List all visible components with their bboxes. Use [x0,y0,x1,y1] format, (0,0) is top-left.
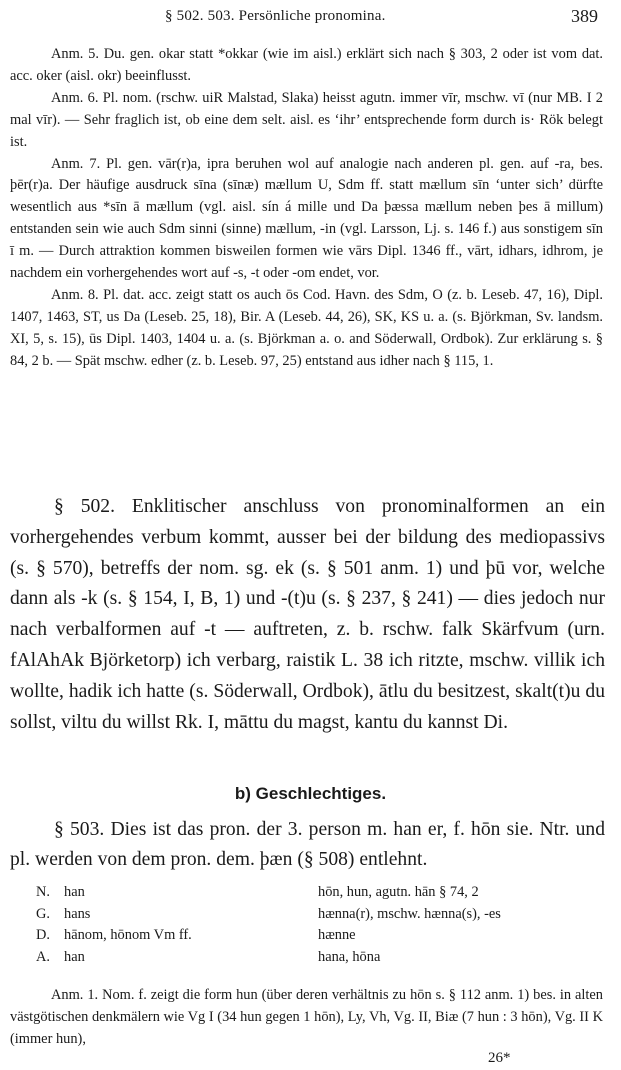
subheading: b) Geschlechtiges. [234,784,387,803]
paradigm-fem: hana, hōna [318,948,381,965]
page-number: 389 [571,6,598,26]
note-anm-5: Anm. 5. Du. gen. okar statt *okkar (wie im aisl.) erklärt sich nach § 303, 2 oder ist vom dat. acc. oker (aisl. okr) beeinflusst. [10,46,603,84]
paradigm-row [10,925,605,947]
page-header [0,6,621,28]
paradigm-fem: hænna(r), mschw. hænna(s), -es [318,905,501,922]
section-503-text: § 503. Dies ist das pron. der 3. person m. han er, f. hōn sie. Ntr. und pl. werden von dem pron. dem. þæn (§ 508) entlehnt. [10,819,605,870]
section-502 [10,492,605,738]
paradigm-masc: han [64,884,85,900]
paradigm-case: D. [36,927,50,944]
paradigm-case: N. [36,884,50,900]
notes-bottom [10,985,603,1051]
notes-top [10,44,603,373]
paradigm-masc: hānom, hōnom Vm ff. [64,927,192,944]
note-anm-7: Anm. 7. Pl. gen. vār(r)a, ipra beruhen wol auf analogie nach anderen pl. gen. auf -ra, bes. þēr(r)a. Der häufige ausdruck sīna (sīnæ) mællum U, Sdm ff. statt mællum sīn ‘unter sich’ dürfte wesentlich aus *sīn ā mællum (vgl. aisl. sín á mille und Da þæssa mællum neben þes ā millum) entstanden sein wie auch Sdm sinni (sinne) mællum, -in (vgl. Larsson, Lj. s. 146 f.) aus sonstigem sīn ī m. — Durch attraktion kommen bisweilen formen wie vārs Dipl. 1346 ff., vārt, idhars, idhrom, je nachdem ein vorhergehendes wort auf -s, -t oder -om endet, vor. [10,155,603,282]
note-anm-6: Anm. 6. Pl. nom. (rschw. uiR Malstad, Slaka) heisst agutn. immer vīr, mschw. vī (nur MB. I 2 mal vīr). — Sehr fraglich ist, ob eine dem selt. aisl. es ‘ihr’ entsprechende form durch is· Rök belegt ist. [10,89,603,150]
paradigm-case: G. [36,905,50,922]
paradigm-row [10,882,605,904]
running-title: § 502. 503. Persönliche pronomina. [165,8,386,24]
paradigm-masc: han [64,948,85,965]
section-503 [10,815,605,875]
paradigm-masc: hans [64,905,91,922]
note-anm-8: Anm. 8. Pl. dat. acc. zeigt statt os auch ōs Cod. Havn. des Sdm, O (z. b. Leseb. 47, 16), Dipl. 1407, 1463, ST, us Da (Leseb. 25, 18), Bir. A (Leseb. 44, 26), SK, KS u. a. (s. Björkman, Sv. landsm. XI, 5, s. 15), ūs Dipl. 1403, 1404 u. a. (s. Björkman a. o. and Söderwall, Ordbok). Zur erklärung s. § 84, 2 b. — Spät mschw. edher (z. b. Leseb. 97, 25) entstand aus idher nach § 115, 1. [10,286,603,369]
paradigm-case: A. [36,948,50,965]
paradigm-row [10,947,605,969]
paradigm-table [10,882,605,968]
paradigm-fem: hōn, hun, agutn. hān § 74, 2 [318,884,479,900]
note-503-anm-1: Anm. 1. Nom. f. zeigt die form hun (über deren verhältnis zu hōn s. § 112 anm. 1) bes. in alten västgötischen denkmälern wie Vg I (34 hun gegen 1 hōn), Ly, Vh, Vg. II, Biæ (7 hun : 3 hōn), Vg. II K (immer hun), [10,987,603,1047]
signature-mark: 26* [488,1050,511,1066]
paradigm-fem: hænne [318,927,356,944]
paradigm-row [10,904,605,926]
section-502-text: § 502. Enklitischer anschluss von pronominalformen an ein vorhergehendes verbum kommt, ausser bei der bildung des mediopassivs (s. § 570), betreffs der nom. sg. ek (s. § 501 anm. 1) und þū vor, welche dann als -k (s. § 154, I, B, 1) und -(t)u (s. § 237, § 241) — dies jedoch nur nach verbalformen auf -t — auftreten, z. b. rschw. falk Skärfvum (urn. fAlAhAk Björketorp) ich verbarg, raistik L. 38 ich ritzte, mschw. villik ich wollte, hadik ich hatte (s. Söderwall, Ordbok), ātlu du besitzest, skalt(t)u du sollst, viltu du willst Rk. I, māttu du magst, kantu du kannst Di. [10,496,605,733]
